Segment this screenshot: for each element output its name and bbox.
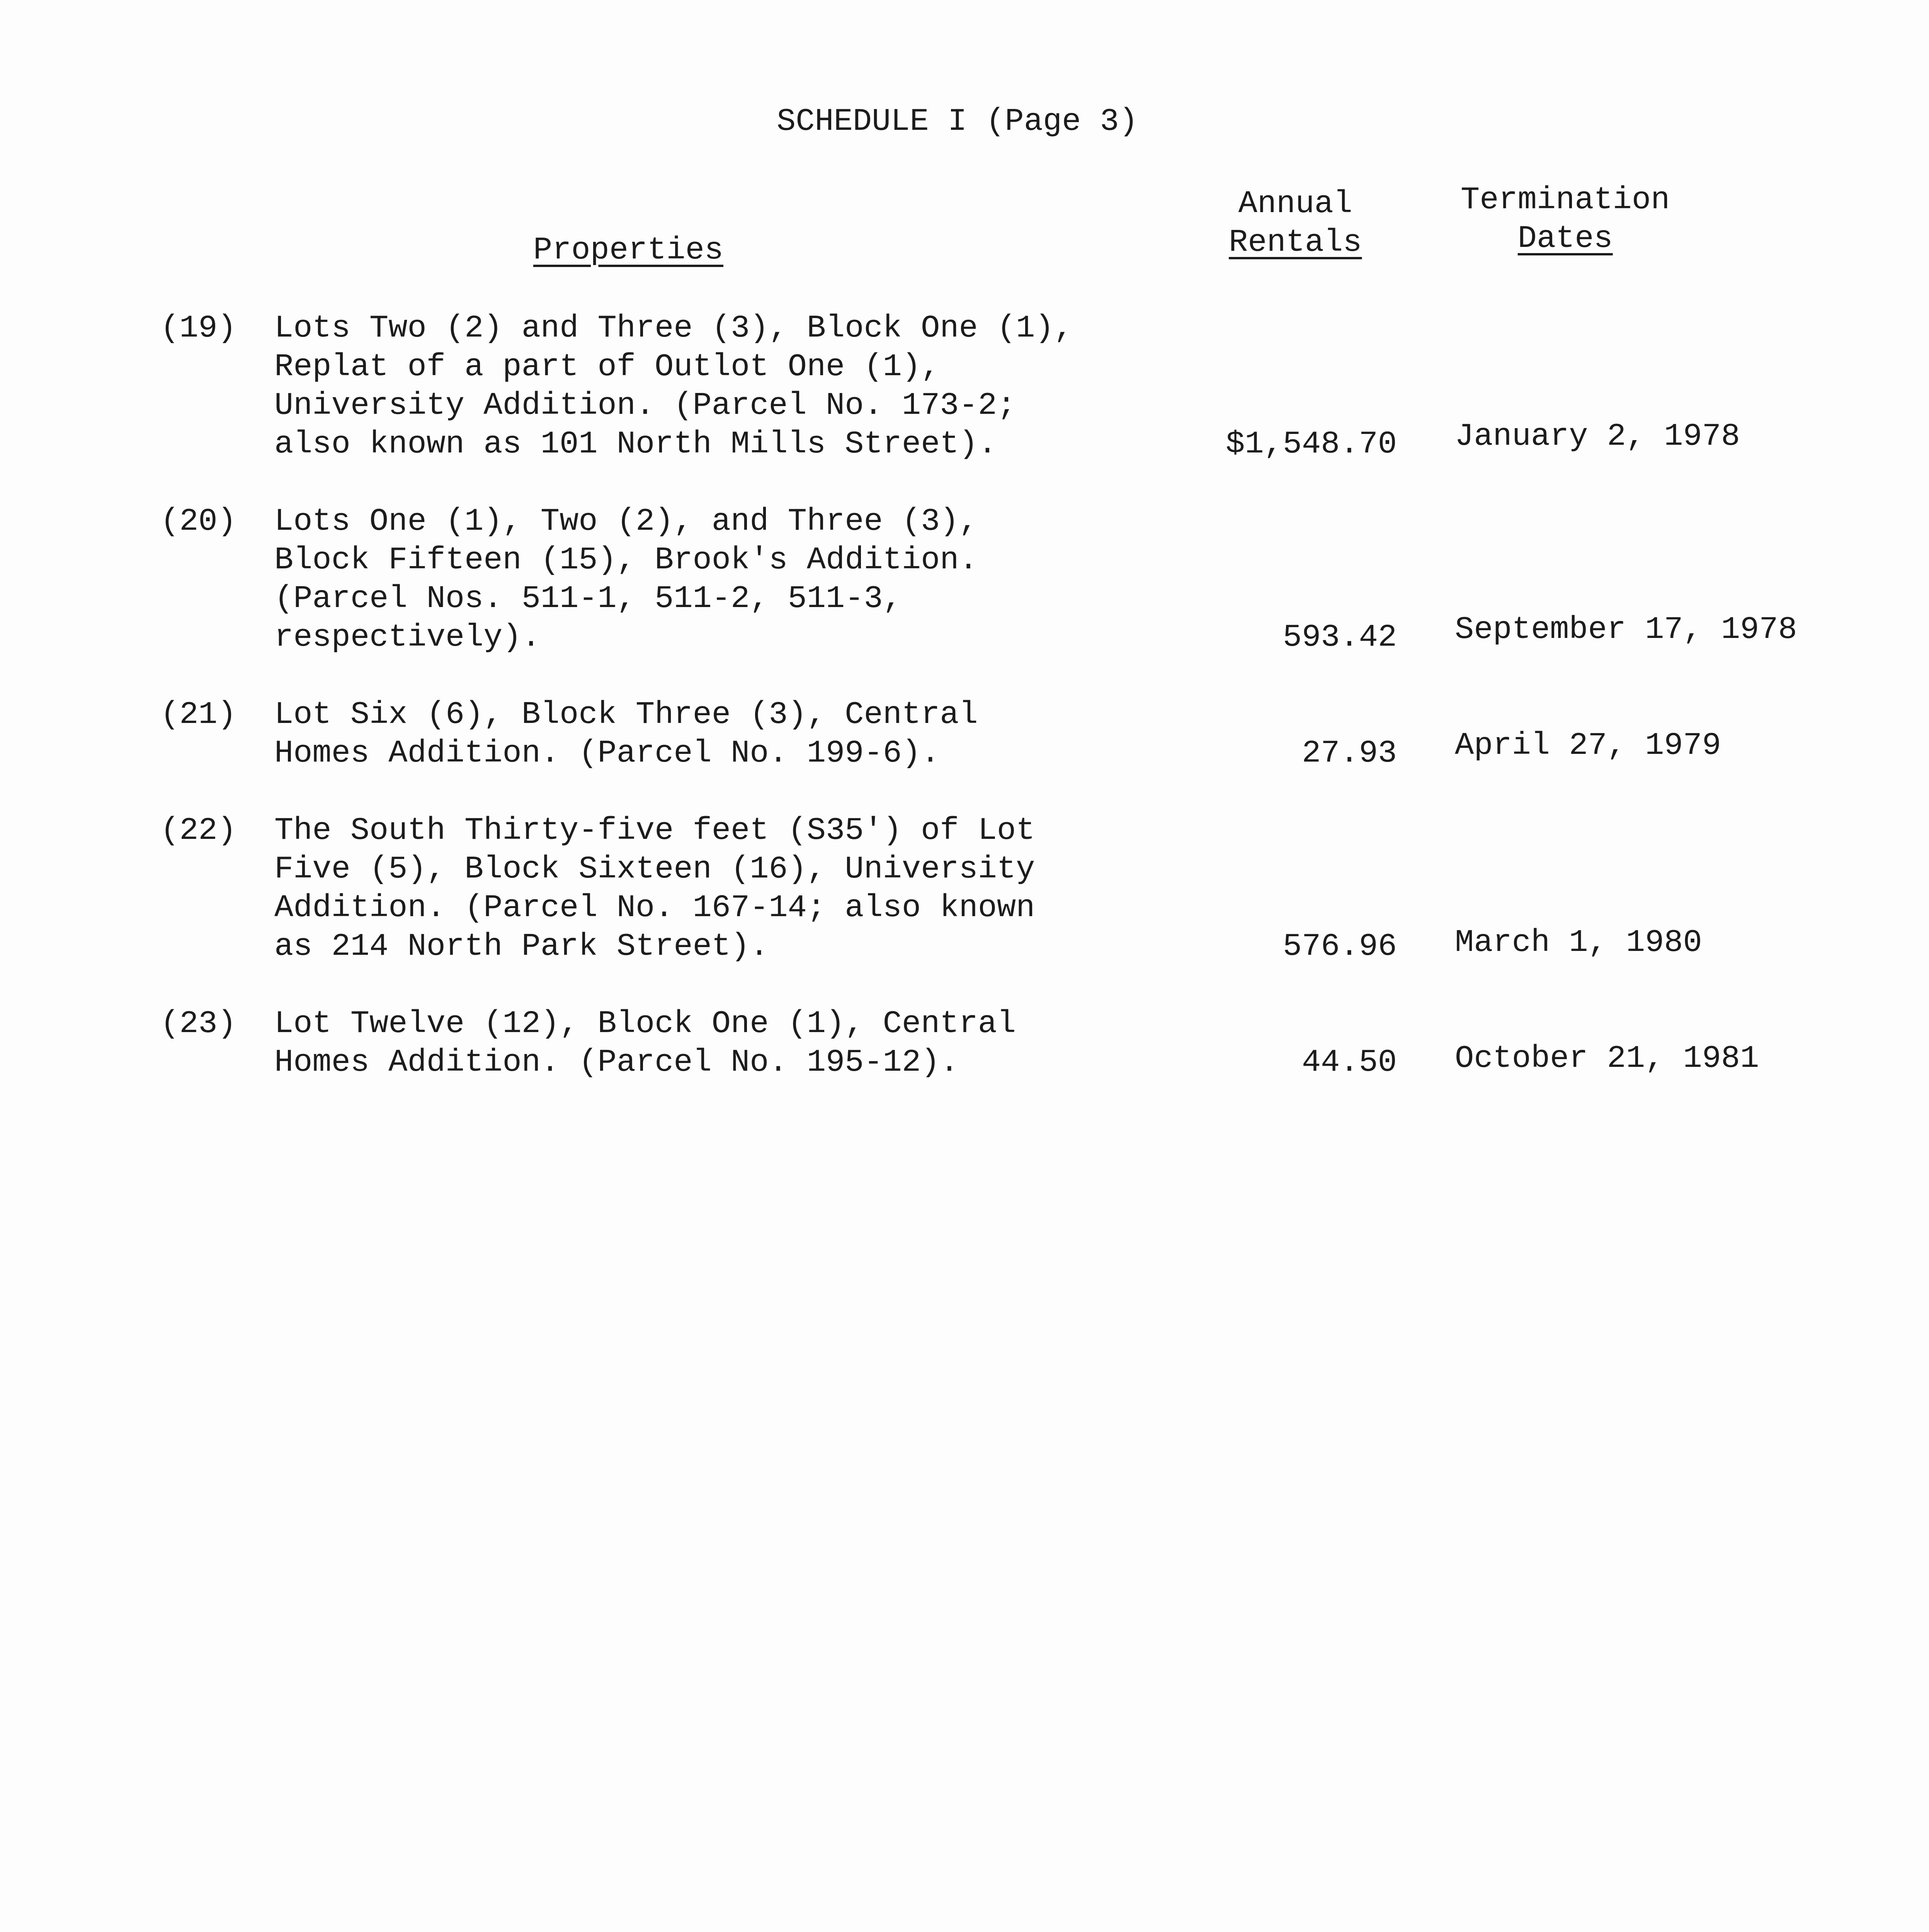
entry-termination-date: October 21, 1981 [1455,1041,1759,1077]
entry-rental: $1,548.70 [1226,426,1397,462]
entry-termination-date: April 27, 1979 [1455,728,1721,764]
description-line: Lot Six (6), Block Three (3), Central [274,697,978,733]
description-line: Homes Addition. (Parcel No. 199-6). [274,735,940,771]
description-line: Lots One (1), Two (2), and Three (3), [274,503,978,539]
description-line: University Addition. (Parcel No. 173-2; [274,388,1016,423]
header-dates-line2: Dates [1517,221,1613,257]
description-line: Addition. (Parcel No. 167-14; also known [274,890,1035,926]
page-title: SCHEDULE I (Page 3) [777,104,1138,139]
entry-number: (19) [160,310,236,346]
description-line: Five (5), Block Sixteen (16), University [274,851,1035,887]
description-line: (Parcel Nos. 511-1, 511-2, 511-3, [274,581,902,617]
entry-termination-date: September 17, 1978 [1455,612,1797,648]
header-annual-rentals [1229,185,1362,262]
description-line: respectively). [274,619,541,655]
description-line: The South Thirty-five feet (S35') of Lot [274,813,1035,849]
entry-rental: 44.50 [1301,1044,1397,1080]
entry-termination-date: March 1, 1980 [1455,925,1702,961]
entry-description [274,696,978,773]
entry-number: (21) [160,697,236,733]
description-line: Block Fifteen (15), Brook's Addition. [274,542,978,578]
entry-rental: 576.96 [1283,929,1397,964]
entry-description [274,811,1035,966]
description-line: as 214 North Park Street). [274,929,769,964]
description-line: Replat of a part of Outlot One (1), [274,349,940,385]
header-properties-label: Properties [533,232,724,268]
header-dates-line1: Termination [1461,182,1670,218]
description-line: Lots Two (2) and Three (3), Block One (1), [274,310,1073,346]
description-line: Homes Addition. (Parcel No. 195-12). [274,1044,959,1080]
entry-number: (23) [160,1006,236,1042]
entry-description [274,502,978,657]
description-line: Lot Twelve (12), Block One (1), Central [274,1006,1016,1042]
entry-termination-date: January 2, 1978 [1455,418,1740,454]
description-line: also known as 101 North Mills Street). [274,426,997,462]
entry-description [274,1005,1016,1082]
header-rentals-line1: Annual [1238,186,1352,222]
entry-number: (20) [160,503,236,539]
header-rentals-line2: Rentals [1229,224,1362,260]
header-properties [533,231,723,270]
entry-rental: 27.93 [1301,735,1397,771]
entry-number: (22) [160,813,236,849]
header-termination-dates [1461,181,1670,258]
entry-description [274,309,1073,464]
entry-rental: 593.42 [1283,619,1397,655]
